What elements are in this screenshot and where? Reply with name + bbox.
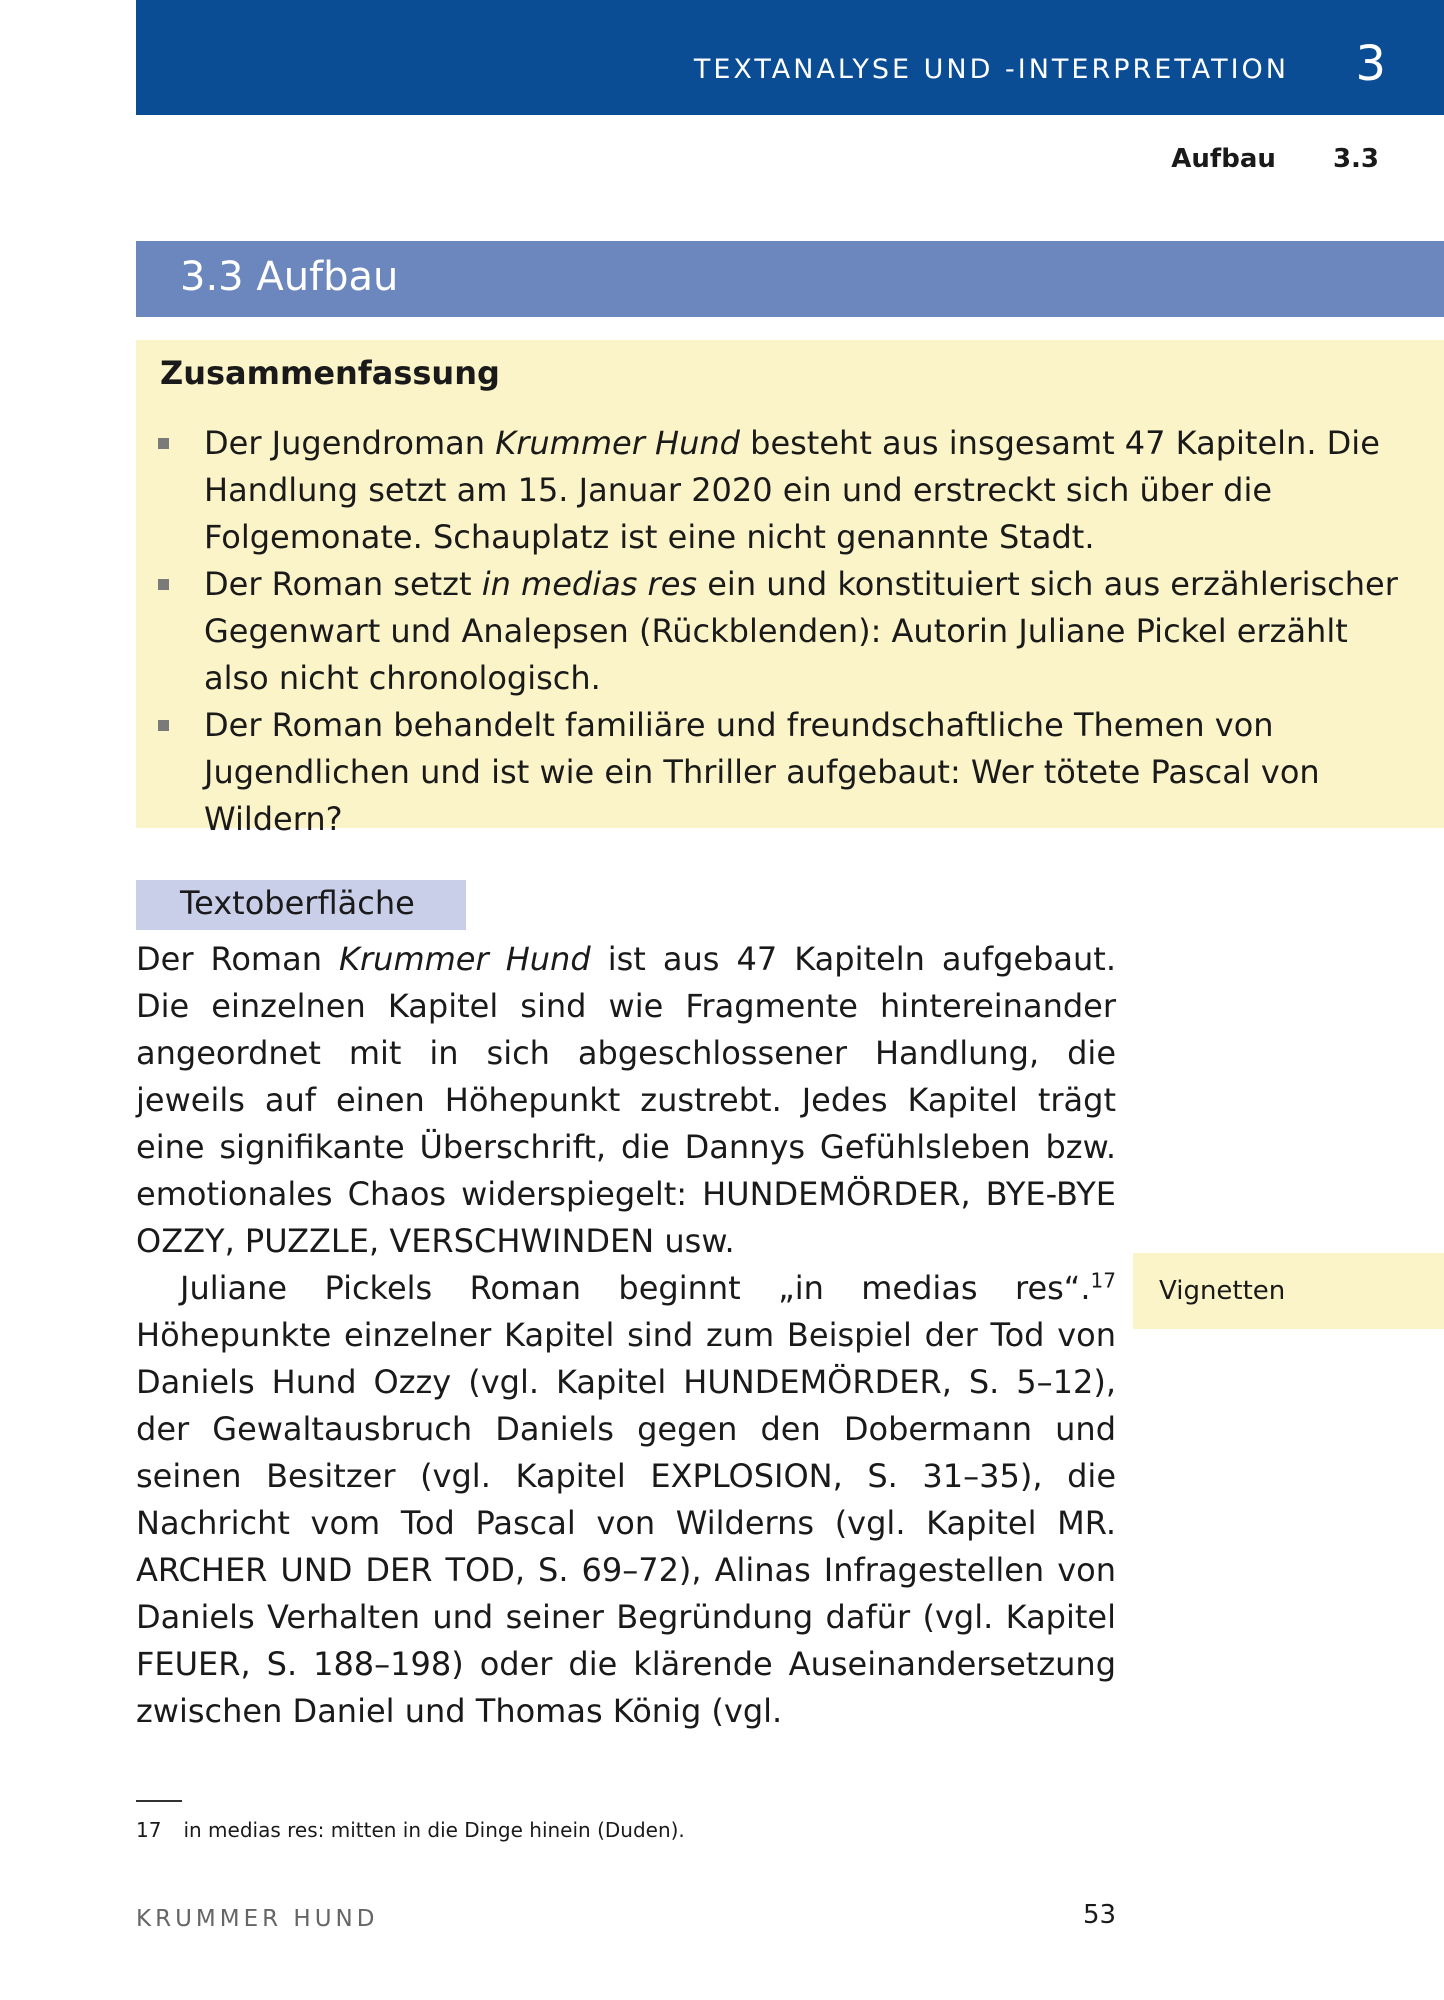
footnote-reference[interactable]: 17 [1090,1268,1116,1293]
summary-list [136,420,1406,843]
chapter-number: 3 [1355,36,1386,92]
footer-book-title: KRUMMER HUND [136,1906,379,1932]
summary-box [136,340,1444,838]
subheading-text: Textoberfläche [180,884,415,922]
summary-item [136,420,1406,561]
summary-item-text: Der Roman behandelt familiäre und freundschaftliche Themen von Jugendlichen und ist wie ein Thriller aufgebaut: Wer tötete Pascal von Wildern? [204,706,1320,838]
summary-item-text: Der Jugendroman [204,424,496,462]
paragraph-text: ist aus 47 Kapiteln aufgebaut. Die einzelnen Kapitel sind wie Fragmente hintereinander angeordnet mit in sich abgeschlossener Handlung, die jeweils auf einen Höhepunkt zustrebt. Jedes Kapitel trägt eine signifikante Überschrift, die Dannys Gefühlsleben bzw. emotionales Chaos widerspiegelt: HUNDEMÖRDER, BYE-BYE OZZY, PUZZLE, VERSCHWINDEN usw. [136,940,1117,1260]
margin-note [1133,1253,1444,1329]
footnote-divider [136,1800,182,1802]
book-title-italic: Krummer Hund [339,940,591,978]
summary-heading: Zusammenfassung [160,354,500,392]
summary-item-text: Der Roman setzt [204,565,482,603]
square-bullet-icon [158,720,169,731]
footnote [136,1818,685,1842]
section-title-bar [136,241,1444,317]
footnote-text: in medias res: mitten in die Dinge hinein (Duden). [183,1818,685,1842]
summary-item [136,702,1406,843]
summary-item-text: ein und konstituiert sich aus erzählerischer Gegenwart und Analepsen (Rückblenden): Autorin Juliane Pickel erzählt also nicht chronologisch. [204,565,1398,697]
paragraph-text: Höhepunkte einzelner Kapitel sind zum Beispiel der Tod von Daniels Hund Ozzy (vgl. Kapitel HUNDEMÖRDER, S. 5–12), der Gewaltausbruch Daniels gegen den Dobermann und seinen Besitzer (vgl. Kapitel EXPLOSION, S. 31–35), die Nachricht vom Tod Pascal von Wilderns (vgl. Kapitel MR. ARCHER UND DER TOD, S. 69–72), Alinas Infragestellen von Daniels Verhalten und seiner Begründung dafür (vgl. Kapitel FEUER, S. 188–198) oder die klärende Auseinandersetzung zwischen Daniel und Thomas König (vgl. [136,1316,1116,1730]
section-title: 3.3 Aufbau [180,254,399,300]
section-number: 3.3 [1332,144,1379,174]
chapter-label: TEXTANALYSE UND -INTERPRETATION [693,54,1289,85]
summary-item [136,561,1406,702]
paragraph-text: Der Roman [136,940,340,978]
page-number: 53 [1083,1900,1117,1930]
footnote-number: 17 [136,1818,162,1842]
paragraph-text: Juliane Pickels Roman beginnt „in medias res“. [180,1269,1091,1307]
subheading-box [136,880,466,930]
body-text [136,936,1116,1735]
body-paragraph [136,1265,1116,1735]
body-paragraph [136,936,1116,1265]
running-section-reference [1171,144,1379,174]
summary-item-text: besteht aus insgesamt 47 Kapiteln. Die Handlung setzt am 15. Januar 2020 ein und erstreckt sich über die Folgemonate. Schauplatz ist eine nicht genannte Stadt. [204,424,1380,556]
square-bullet-icon [158,438,169,449]
summary-item-title: Krummer Hund [495,424,740,462]
summary-item-term: in medias res [481,565,698,603]
section-name: Aufbau [1171,144,1276,174]
margin-note-text: Vignetten [1159,1276,1286,1306]
square-bullet-icon [158,579,169,590]
chapter-header-bar [136,0,1444,115]
